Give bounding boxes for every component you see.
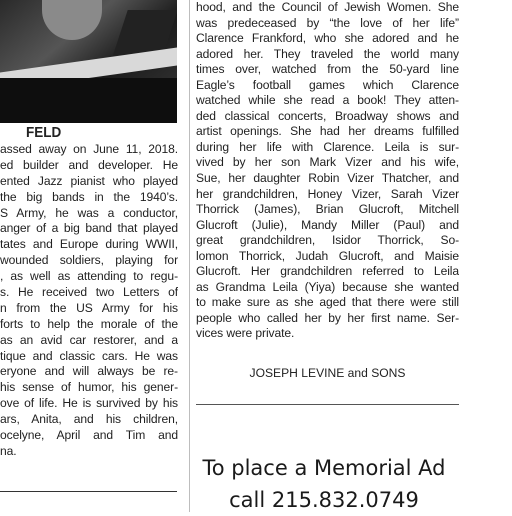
text-line: ed builder and developer. He	[0, 157, 178, 172]
text-line: forts to help the morale of the	[0, 316, 178, 331]
text-line: vices were private.	[196, 326, 295, 341]
text-line: ocelyne, April and Tim and	[0, 428, 178, 443]
text-line: ded classical concerts, Broadway shows and	[196, 108, 459, 123]
text-line: anger of a big band that played	[0, 221, 178, 236]
text-line: eryone and will always be re-	[0, 364, 178, 379]
text-line: ented Jazz pianist who played	[0, 173, 178, 188]
text-line: tique and classic cars. He was	[0, 348, 178, 363]
text-line: Glucroft (Julie), Mandy Miller (Paul) and	[196, 217, 459, 232]
text-line: was predeceased by “the love of her life”	[196, 15, 459, 30]
obituary-right-text	[196, 0, 459, 342]
text-line: Glucroft. Her grandchildren referred to Leila	[196, 264, 459, 279]
memorial-ad	[196, 452, 452, 516]
text-line: artist openings. She had her dreams fulfilled	[196, 124, 459, 139]
text-line: people who called her by her first name. Ser-	[196, 310, 459, 325]
obituary-photo	[0, 0, 177, 123]
text-line: Thorrick (James), Brian Glucroft, Mitchell	[196, 202, 459, 217]
text-line: S Army, he was a conductor,	[0, 205, 178, 220]
memorial-ad-phone: call 215.832.0749	[229, 488, 419, 512]
text-line: to make sure as she aged that there were still	[196, 295, 459, 310]
text-line: adored her. They traveled the world many	[196, 46, 459, 61]
text-line: , as well as attending to regu-	[0, 269, 178, 284]
funeral-home-credit: JOSEPH LEVINE and SONS	[249, 366, 406, 380]
obituary-name-heading: FELD	[26, 124, 62, 141]
text-line: Clarence Frankford, who she adored and he	[196, 31, 459, 46]
memorial-ad-line-1: To place a Memorial Ad	[202, 456, 446, 480]
text-line: lomon Thorrick, Judah Glucroft, and Maisie	[196, 248, 459, 263]
obituary-left-text	[0, 142, 178, 460]
text-line: assed away on June 11, 2018.	[0, 142, 178, 156]
text-line: hood, and the Council of Jewish Women. She	[196, 0, 459, 14]
text-line: her grandchildren, Honey Vizer, Sarah Vizer	[196, 186, 459, 201]
right-column-rule	[196, 404, 459, 405]
text-line: n from the US Army for his	[0, 300, 178, 315]
photo-piano-body	[0, 78, 177, 123]
photo-figure-head	[42, 0, 102, 40]
text-line: tates and Europe during WWII,	[0, 237, 178, 252]
text-line: during her life with Clarence. Leila is sur-	[196, 139, 459, 154]
text-line: times over, watched from the 50-yard line	[196, 62, 459, 77]
text-line: na.	[0, 443, 17, 458]
text-line: his sense of humor, his gener-	[0, 380, 178, 395]
text-line: the big bands in the 1940’s.	[0, 189, 178, 204]
text-line: ove of life. He is survived by his	[0, 396, 178, 411]
text-line: great grandchildren, Isidor Thorrick, So-	[196, 233, 459, 248]
text-line: as Grandma Leila (Yiya) because she wanted	[196, 279, 459, 294]
text-line: s. He received two Letters of	[0, 285, 178, 300]
text-line: ars, Anita, and his children,	[0, 412, 178, 427]
text-line: Eagle’s football games which Clarence	[196, 77, 459, 92]
text-line: vived by her son Mark Vizer and his wife,	[196, 155, 459, 170]
text-line: Sue, her daughter Robin Vizer Thatcher, and	[196, 171, 459, 186]
column-divider	[189, 0, 190, 512]
text-line: as an avid car restorer, and a	[0, 332, 178, 347]
text-line: wounded soldiers, playing for	[0, 253, 178, 268]
text-line: watched while she read a book! They atten-	[196, 93, 459, 108]
left-column-bottom-rule	[0, 491, 177, 492]
